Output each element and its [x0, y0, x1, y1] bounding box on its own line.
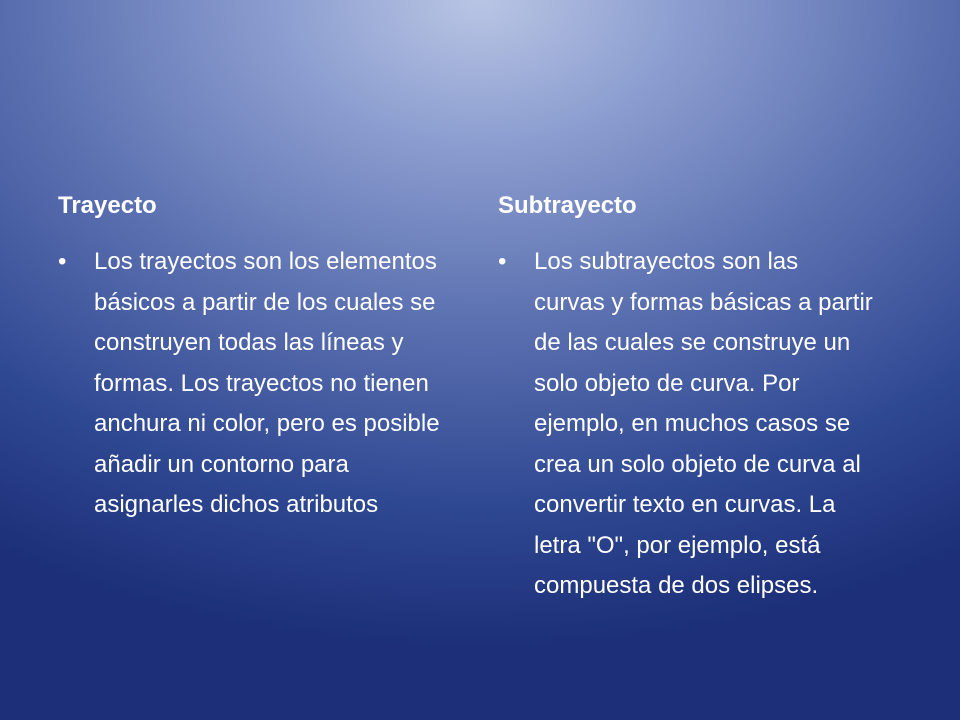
right-bullet-text: Los subtrayectos son las curvas y formas básicas a partir de las cuales se construye un solo objeto de curva. Por ejemplo, en muchos casos se crea un solo objeto de curva al convertir texto en curvas. La letra "O", por ejemplo, está compuesta de dos elipses. [534, 248, 873, 599]
left-bullet-item [58, 242, 454, 526]
right-bullet-item [498, 242, 874, 607]
left-column-heading: Trayecto [58, 192, 157, 219]
right-bullet-list [498, 242, 898, 607]
right-column [498, 188, 898, 607]
left-bullet-list [58, 242, 458, 526]
left-bullet-text: Los trayectos son los elementos básicos a partir de los cuales se construyen todas las líneas y formas. Los trayectos no tienen anchura ni color, pero es posible añadir un contorno para asignarles dichos atributos [94, 248, 440, 518]
right-column-heading: Subtrayecto [498, 192, 637, 219]
bullet-icon: • [58, 248, 67, 275]
left-column [58, 188, 458, 526]
bullet-icon: • [498, 248, 507, 275]
